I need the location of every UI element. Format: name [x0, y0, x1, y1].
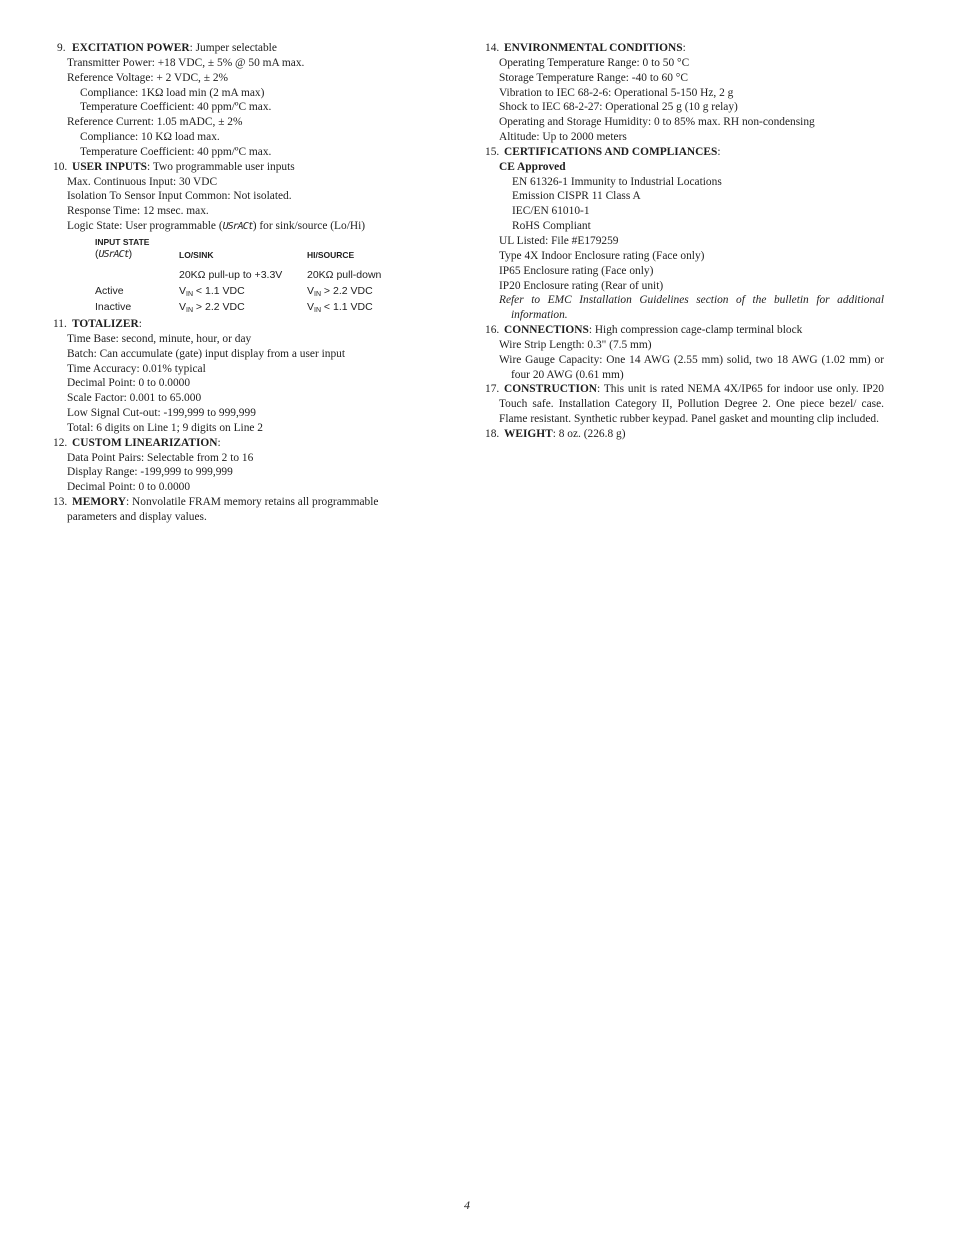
header-code: (USrACt) [95, 247, 133, 260]
voltage-symbol: V [179, 284, 187, 297]
right-column [485, 41, 884, 442]
section-number: 15. [485, 145, 500, 158]
section-lead: : [682, 42, 686, 54]
section-lead: : High compression cage-clamp terminal block [588, 324, 803, 337]
section-lead: : Two programmable user inputs [147, 160, 295, 173]
table-cell-state: Inactive [95, 300, 132, 313]
section-lead: : Nonvolatile FRAM memory retains all programmable [126, 496, 379, 509]
spec-line: Vibration to IEC 68-2-6: Operational 5-150 Hz, 2 g [499, 86, 734, 99]
spec-line: Wire Strip Length: 0.3" (7.5 mm) [499, 338, 652, 351]
section-lead: : This unit is rated NEMA 4X/IP65 for indoor use only. IP20 Touch safe. Installation Category II, Pollution Degree 2. One piece bezel/ case. Flame resistant. Synthetic rubber keypad. Panel gasket and mounting clip included. [499, 383, 884, 426]
table-cell [307, 299, 407, 315]
spec-line: Decimal Point: 0 to 0.0000 [67, 481, 191, 494]
logic-state-table [95, 237, 407, 315]
section-number: 12. [53, 436, 68, 449]
spec-line: IP65 Enclosure rating (Face only) [499, 264, 654, 277]
spec-14-heading [485, 41, 884, 56]
section-number: 10. [53, 160, 68, 173]
table-cell-state: Active [95, 284, 124, 297]
section-title: TOTALIZER [72, 317, 139, 330]
spec-10-heading [53, 160, 413, 175]
spec-line: Batch: Can accumulate (gate) input display from a user input [67, 347, 346, 360]
table-cell [179, 283, 307, 299]
table-cell [307, 283, 407, 299]
spec-line: Display Range: -199,999 to 999,999 [67, 466, 233, 479]
voltage-subscript: IN [314, 306, 322, 314]
voltage-subscript: IN [186, 306, 194, 314]
spec-line: Time Base: second, minute, hour, or day [67, 332, 252, 345]
section-title: EXCITATION POWER [72, 42, 190, 54]
spec-18-heading [485, 427, 884, 442]
spec-11-heading [53, 317, 413, 332]
spec-subline: Compliance: 1KΩ load min (2 mA max) [80, 86, 265, 99]
spec-line: parameters and display values. [67, 510, 207, 523]
spec-line-wrapped: Wire Gauge Capacity: One 14 AWG (2.55 mm) solid, two 18 AWG (1.02 mm) or four 20 AWG (0.61 mm) [499, 353, 884, 381]
header-hi-source: HI/SOURCE [307, 249, 355, 260]
spec-line: Isolation To Sensor Input Common: Not isolated. [67, 190, 292, 203]
spec-line: UL Listed: File #E179259 [499, 234, 619, 247]
section-lead: : [138, 317, 142, 330]
spec-17-paragraph [485, 382, 884, 427]
section-title: ENVIRONMENTAL CONDITIONS [504, 42, 683, 54]
spec-line: Max. Continuous Input: 30 VDC [67, 175, 218, 188]
section-title: MEMORY [72, 496, 127, 509]
section-title: CUSTOM LINEARIZATION [72, 436, 218, 449]
section-lead: : [217, 436, 221, 449]
section-number: 11. [53, 317, 67, 330]
spec-16-heading [485, 323, 884, 338]
spec-subline: Temperature Coefficient: 40 ppm/ºC max. [80, 101, 272, 114]
spec-line: Reference Current: 1.05 mADC, ± 2% [67, 116, 243, 129]
section-number: 9. [57, 42, 66, 54]
spec-13-heading [53, 495, 413, 510]
lcd-parameter-code: USrACt [222, 221, 253, 233]
header-label: INPUT STATE [95, 236, 150, 247]
logic-table-header [95, 237, 407, 261]
emc-note: Refer to EMC Installation Guidelines section of the bulletin for additional information. [499, 294, 884, 322]
section-title: USER INPUTS [72, 160, 148, 173]
section-lead: : Jumper selectable [189, 42, 277, 54]
voltage-symbol: V [307, 284, 315, 297]
logic-table-row [95, 261, 407, 283]
spec-subline: Temperature Coefficient: 40 ppm/ºC max. [80, 145, 272, 158]
ce-approved-label: CE Approved [499, 160, 566, 173]
voltage-value: > 2.2 VDC [321, 284, 373, 297]
voltage-value: > 2.2 VDC [193, 300, 245, 313]
spec-subline: Compliance: 10 KΩ load max. [80, 131, 220, 144]
ce-item: IEC/EN 61010-1 [512, 205, 590, 218]
table-cell [179, 299, 307, 315]
spec-line: Shock to IEC 68-2-27: Operational 25 g (10 g relay) [499, 101, 738, 114]
ce-approved-heading [485, 160, 884, 175]
section-number: 18. [485, 427, 500, 440]
spec-line: Total: 6 digits on Line 1; 9 digits on Line 2 [67, 421, 263, 434]
spec-line: Type 4X Indoor Enclosure rating (Face only) [499, 249, 705, 262]
ce-item: EN 61326-1 Immunity to Industrial Locations [512, 175, 722, 188]
spec-line: Response Time: 12 msec. max. [67, 205, 209, 218]
left-column [53, 41, 413, 525]
voltage-value: < 1.1 VDC [321, 300, 373, 313]
section-title: WEIGHT [504, 427, 553, 440]
spec-15-heading [485, 145, 884, 160]
section-number: 14. [485, 42, 500, 54]
header-input-state [95, 237, 179, 261]
voltage-value: < 1.1 VDC [193, 284, 245, 297]
logic-state-line [53, 219, 413, 235]
spec-line: Altitude: Up to 2000 meters [499, 131, 627, 144]
header-lo-sink: LO/SINK [179, 249, 214, 260]
section-lead: : [717, 145, 721, 158]
logic-table-row [95, 283, 407, 299]
spec-line: Operating Temperature Range: 0 to 50 °C [499, 56, 690, 69]
spec-line: Transmitter Power: +18 VDC, ± 5% @ 50 mA max. [67, 56, 305, 69]
section-number: 13. [53, 496, 68, 509]
section-lead: : 8 oz. (226.8 g) [552, 427, 626, 440]
ce-item: RoHS Compliant [512, 220, 591, 233]
section-title: CONNECTIONS [504, 324, 589, 337]
table-cell: 20KΩ pull-down [307, 268, 382, 281]
section-number: 16. [485, 324, 500, 337]
spec-line: IP20 Enclosure rating (Rear of unit) [499, 279, 664, 292]
ce-item: Emission CISPR 11 Class A [512, 190, 641, 203]
logic-state-text: Logic State: User programmable ( [67, 220, 223, 233]
spec-line: Data Point Pairs: Selectable from 2 to 16 [67, 451, 254, 464]
voltage-symbol: V [179, 300, 187, 313]
spec-12-heading [53, 436, 413, 451]
spec-line: Time Accuracy: 0.01% typical [67, 362, 206, 375]
spec-line: Decimal Point: 0 to 0.0000 [67, 377, 191, 390]
voltage-subscript: IN [314, 290, 322, 298]
section-title: CONSTRUCTION [504, 383, 598, 396]
spec-line: Reference Voltage: + 2 VDC, ± 2% [67, 71, 229, 84]
spec-line: Scale Factor: 0.001 to 65.000 [67, 392, 202, 405]
voltage-symbol: V [307, 300, 315, 313]
logic-table-row [95, 299, 407, 315]
table-cell-empty [95, 261, 179, 283]
spec-9-heading [53, 41, 413, 56]
spec-line: Operating and Storage Humidity: 0 to 85% max. RH non-condensing [499, 116, 815, 129]
page-number: 4 [464, 1198, 470, 1212]
table-cell: 20KΩ pull-up to +3.3V [179, 268, 283, 281]
section-number: 17. [485, 383, 500, 396]
spec-line: Storage Temperature Range: -40 to 60 °C [499, 71, 688, 84]
section-title: CERTIFICATIONS AND COMPLIANCES [504, 145, 718, 158]
logic-state-text: ) for sink/source (Lo/Hi) [252, 220, 366, 233]
voltage-subscript: IN [186, 290, 194, 298]
spec-line: Low Signal Cut-out: -199,999 to 999,999 [67, 407, 256, 420]
lcd-parameter-code: USrACt [98, 248, 129, 260]
